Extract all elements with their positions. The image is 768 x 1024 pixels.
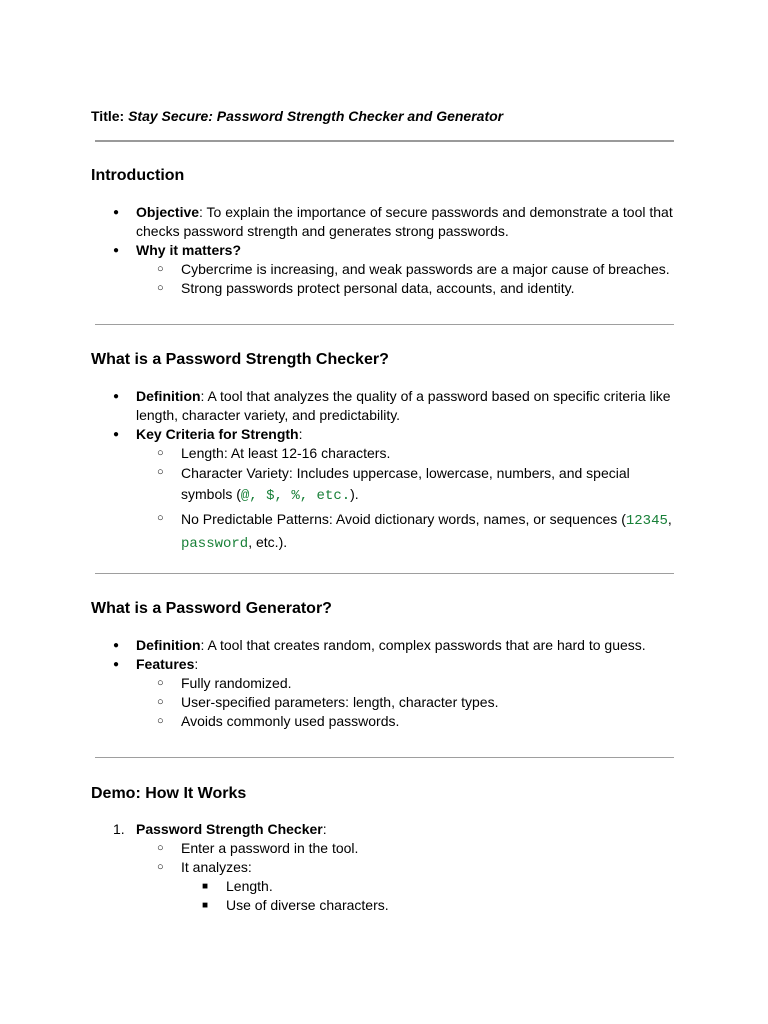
list-item-length: ○ Length: At least 12-16 characters. bbox=[91, 444, 683, 463]
list-item-objective bbox=[91, 203, 683, 241]
list-item-why bbox=[91, 241, 683, 260]
objective-text: : To explain the importance of secure passwords and demonstrate a tool that checks password strength and generates strong passwords. bbox=[136, 204, 673, 239]
step-1-colon: : bbox=[322, 821, 327, 837]
list-item-feature-1: ○ Fully randomized. bbox=[91, 674, 683, 693]
why-label: Why it matters? bbox=[136, 242, 242, 258]
list-item-analyzes-2: ■ Use of diverse characters. bbox=[91, 896, 683, 915]
step-1-label: Password Strength Checker bbox=[136, 821, 323, 837]
list-item-patterns bbox=[91, 509, 683, 555]
features-label: Features bbox=[136, 656, 195, 672]
list-item-criteria bbox=[91, 425, 683, 444]
list-item-analyzes-1: ■ Length. bbox=[91, 877, 683, 896]
intro-list bbox=[91, 203, 683, 298]
generator-list bbox=[91, 636, 683, 731]
list-item-gen-definition bbox=[91, 636, 683, 655]
list-item-variety bbox=[91, 463, 683, 507]
list-item-step-1 bbox=[91, 820, 683, 839]
heading-checker: What is a Password Strength Checker? bbox=[91, 351, 389, 368]
patterns-comma: , bbox=[667, 511, 672, 527]
patterns-text: No Predictable Patterns: Avoid dictionary words, names, or sequences ( bbox=[181, 511, 626, 527]
step-number: 1. bbox=[113, 821, 125, 837]
gen-definition-text: : A tool that creates random, complex passwords that are hard to guess. bbox=[200, 637, 646, 653]
criteria-label: Key Criteria for Strength bbox=[136, 426, 299, 442]
document-title bbox=[91, 107, 503, 126]
variety-code: @, $, %, etc. bbox=[240, 488, 351, 504]
list-item-feature-2: ○ User-specified parameters: length, character types. bbox=[91, 693, 683, 712]
title-label: Title: bbox=[91, 108, 125, 124]
title-text: Stay Secure: Password Strength Checker and Generator bbox=[128, 108, 504, 124]
variety-end: ). bbox=[350, 486, 359, 502]
definition-text: : A tool that analyzes the quality of a password based on specific criteria like length, character variety, and predictability. bbox=[136, 388, 671, 423]
checker-list bbox=[91, 387, 683, 555]
gen-definition-label: Definition bbox=[136, 637, 201, 653]
patterns-code-1: 12345 bbox=[625, 513, 668, 529]
patterns-code-2: password bbox=[181, 536, 249, 552]
objective-label: Objective bbox=[136, 204, 200, 220]
list-item-definition bbox=[91, 387, 683, 425]
heading-demo: Demo: How It Works bbox=[91, 785, 247, 802]
section-divider bbox=[95, 757, 674, 758]
patterns-end: , etc.). bbox=[248, 534, 288, 550]
title-divider bbox=[95, 140, 674, 142]
list-item-features bbox=[91, 655, 683, 674]
list-item-step-1-a: ○ Enter a password in the tool. bbox=[91, 839, 683, 858]
section-divider bbox=[95, 324, 674, 325]
list-item-why-1: ○ Cybercrime is increasing, and weak passwords are a major cause of breaches. bbox=[91, 260, 683, 279]
list-item-why-2: ○ Strong passwords protect personal data, accounts, and identity. bbox=[91, 279, 683, 298]
heading-introduction: Introduction bbox=[91, 167, 185, 184]
criteria-colon: : bbox=[298, 426, 303, 442]
section-divider bbox=[95, 573, 674, 574]
list-item-feature-3: ○ Avoids commonly used passwords. bbox=[91, 712, 683, 731]
definition-label: Definition bbox=[136, 388, 201, 404]
list-item-step-1-b: ○ It analyzes: bbox=[91, 858, 683, 877]
features-colon: : bbox=[194, 656, 199, 672]
demo-list bbox=[91, 820, 683, 915]
variety-text: Character Variety: Includes uppercase, lowercase, numbers, and special symbols ( bbox=[181, 465, 630, 502]
heading-generator: What is a Password Generator? bbox=[91, 600, 332, 617]
